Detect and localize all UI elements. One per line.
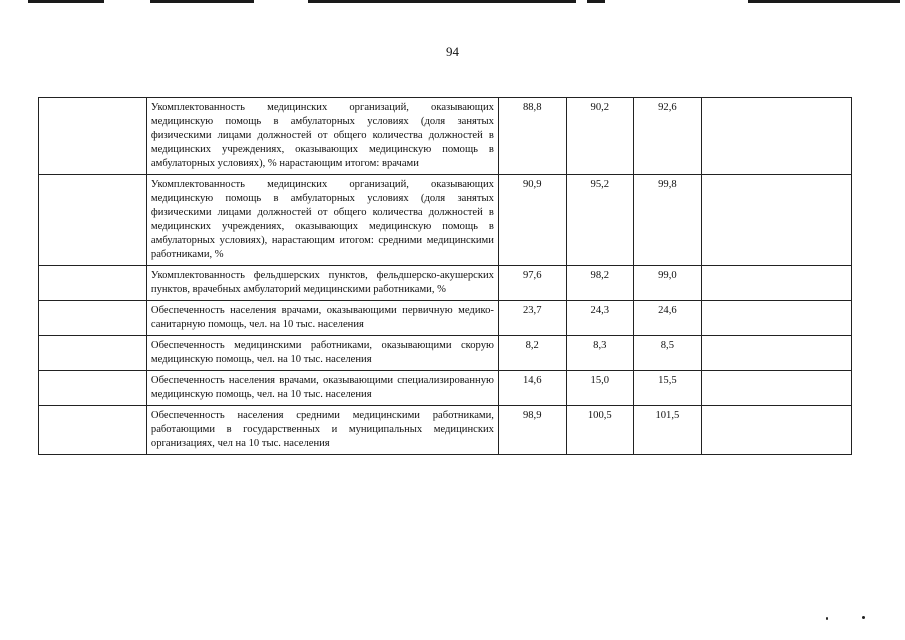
scan-artifact-line — [28, 0, 104, 3]
value-cell-3: 99,0 — [634, 266, 702, 301]
scan-artifact-line — [308, 0, 576, 3]
value-cell-1: 97,6 — [498, 266, 566, 301]
value-cell-1: 8,2 — [498, 336, 566, 371]
value-cell-1: 14,6 — [498, 371, 566, 406]
indicator-cell: Обеспеченность населения средними медицинскими работниками, работающими в государственных и муниципальных медицинских организациях, чел на 10 тыс. населения — [146, 406, 498, 455]
blank-cell — [701, 301, 851, 336]
blank-cell — [39, 336, 147, 371]
value-cell-2: 24,3 — [566, 301, 634, 336]
indicator-cell: Укомплектованность медицинских организаций, оказывающих медицинскую помощь в амбулаторных условиях (доля занятых физическими лицами должностей от общего количества должностей в медицинских учреждениях, оказывающих медицинскую помощь в амбулаторных условиях), % нарастающим итогом: врачами — [146, 98, 498, 175]
scan-artifact-line — [587, 0, 605, 3]
blank-cell — [701, 336, 851, 371]
table-row — [39, 406, 852, 455]
table-row — [39, 371, 852, 406]
blank-cell — [39, 175, 147, 266]
value-cell-1: 98,9 — [498, 406, 566, 455]
indicator-cell: Укомплектованность фельдшерских пунктов, фельдшерско-акушерских пунктов, врачебных амбулаторий медицинскими работниками, % — [146, 266, 498, 301]
indicator-cell: Укомплектованность медицинских организаций, оказывающих медицинскую помощь в амбулаторных условиях (доля занятых физическими лицами должностей от общего количества должностей в медицинских учреждениях, оказывающих медицинскую помощь в амбулаторных условиях), нарастающим итогом: средними медицинскими работниками, % — [146, 175, 498, 266]
page-number: 94 — [446, 44, 459, 59]
table-row — [39, 301, 852, 336]
table-row — [39, 336, 852, 371]
value-cell-2: 15,0 — [566, 371, 634, 406]
blank-cell — [701, 98, 851, 175]
scan-artifact-dot — [826, 617, 828, 620]
table-row — [39, 175, 852, 266]
blank-cell — [39, 266, 147, 301]
blank-cell — [701, 175, 851, 266]
value-cell-2: 100,5 — [566, 406, 634, 455]
value-cell-1: 90,9 — [498, 175, 566, 266]
indicator-cell: Обеспеченность медицинскими работниками, оказывающими скорую медицинскую помощь, чел. на 10 тыс. населения — [146, 336, 498, 371]
table-body — [39, 98, 852, 455]
value-cell-3: 8,5 — [634, 336, 702, 371]
blank-cell — [39, 98, 147, 175]
blank-cell — [701, 406, 851, 455]
value-cell-2: 95,2 — [566, 175, 634, 266]
table-row — [39, 98, 852, 175]
blank-cell — [701, 371, 851, 406]
blank-cell — [39, 406, 147, 455]
value-cell-2: 98,2 — [566, 266, 634, 301]
blank-cell — [39, 371, 147, 406]
blank-cell — [701, 266, 851, 301]
scan-artifact-line — [150, 0, 254, 3]
value-cell-3: 92,6 — [634, 98, 702, 175]
scan-artifact-dot — [862, 616, 865, 619]
blank-cell — [39, 301, 147, 336]
indicator-cell: Обеспеченность населения врачами, оказывающими специализированную медицинскую помощь, чел. на 10 тыс. населения — [146, 371, 498, 406]
value-cell-2: 90,2 — [566, 98, 634, 175]
value-cell-1: 88,8 — [498, 98, 566, 175]
value-cell-3: 24,6 — [634, 301, 702, 336]
indicators-table — [38, 97, 852, 455]
value-cell-3: 101,5 — [634, 406, 702, 455]
value-cell-3: 15,5 — [634, 371, 702, 406]
scan-artifact-line — [748, 0, 900, 3]
table-row — [39, 266, 852, 301]
value-cell-2: 8,3 — [566, 336, 634, 371]
indicator-cell: Обеспеченность населения врачами, оказывающими первичную медико-санитарную помощь, чел. на 10 тыс. населения — [146, 301, 498, 336]
value-cell-3: 99,8 — [634, 175, 702, 266]
value-cell-1: 23,7 — [498, 301, 566, 336]
